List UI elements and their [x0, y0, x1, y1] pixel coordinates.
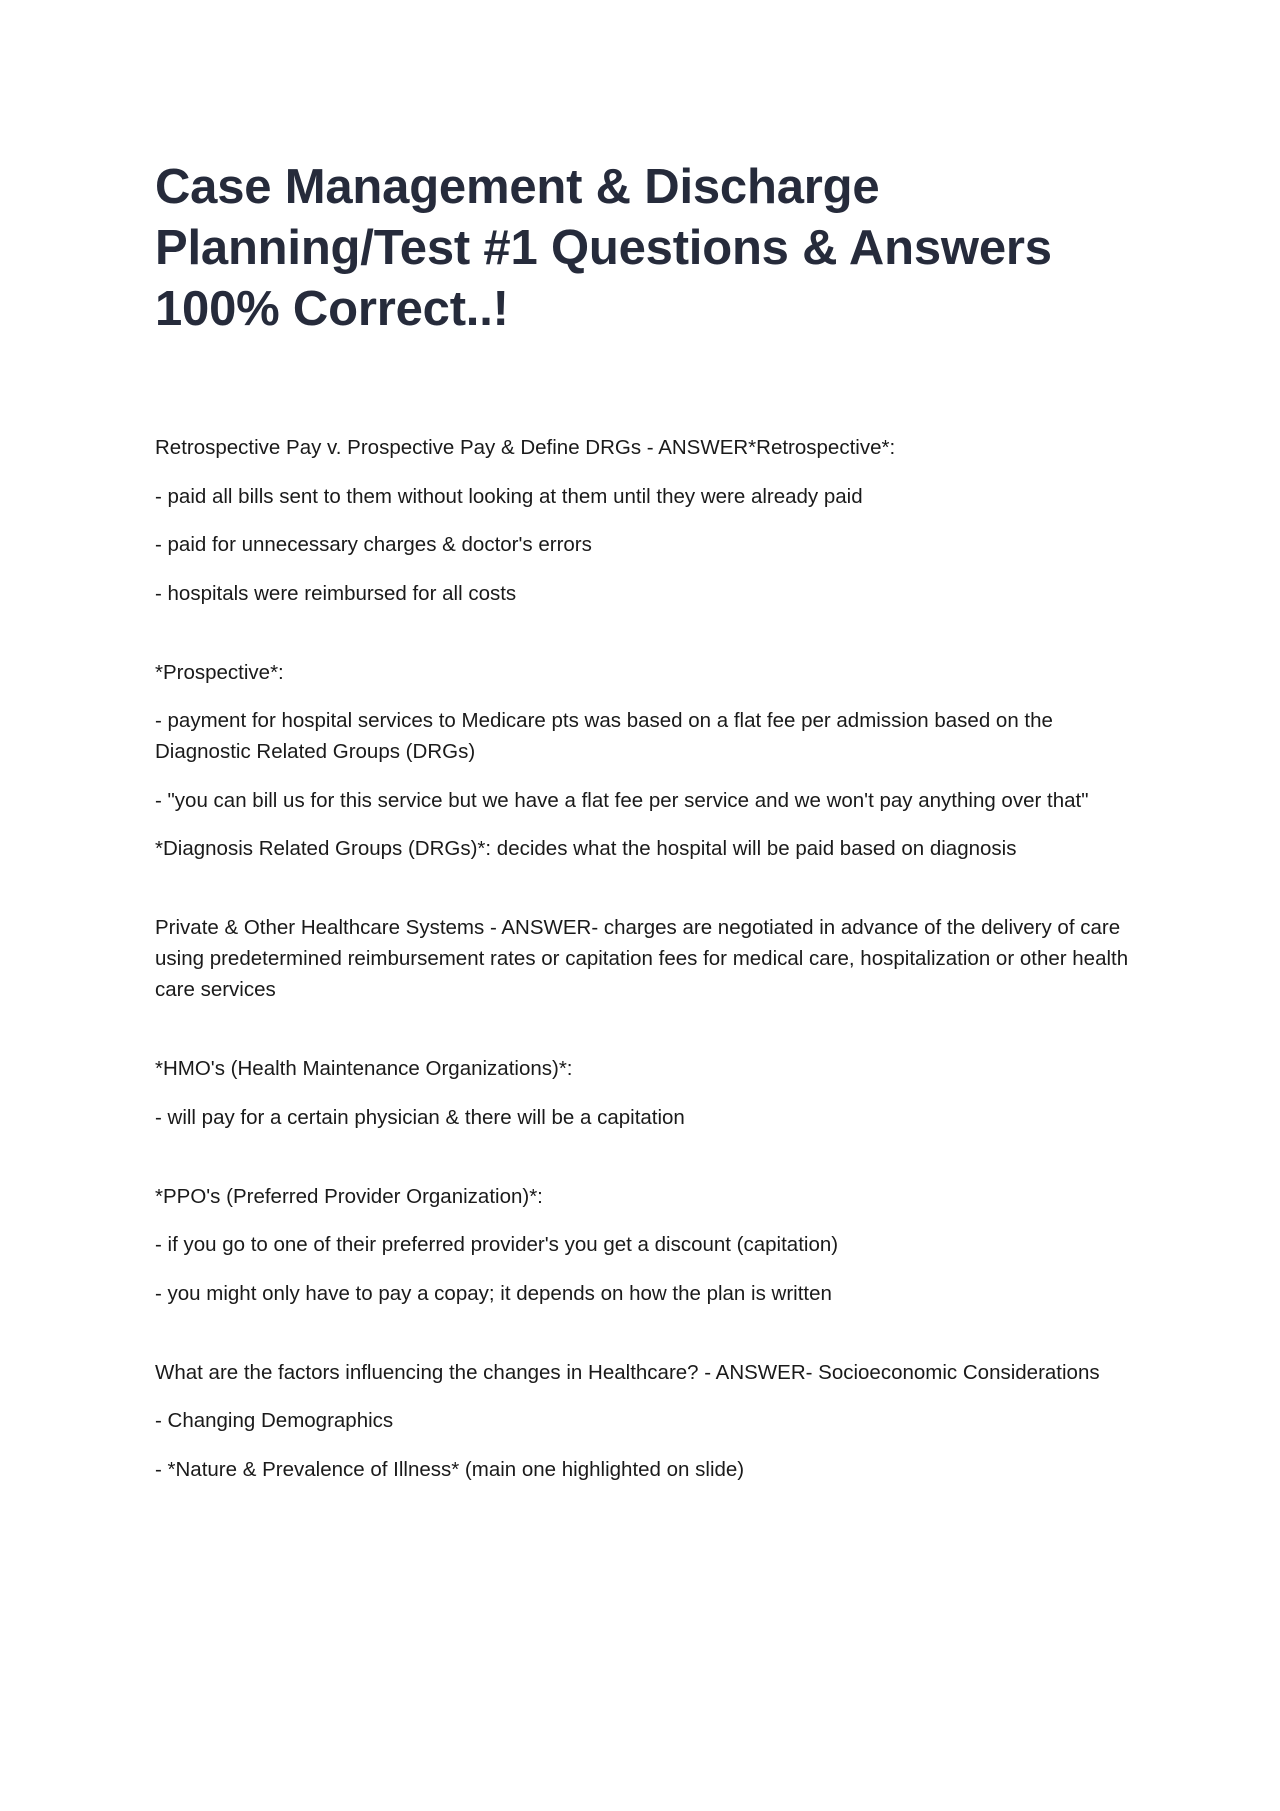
list-item: - you might only have to pay a copay; it depends on how the plan is written: [155, 1281, 832, 1305]
page-title: Case Management & Discharge Planning/Test #1 Questions & Answers 100% Correct..!: [155, 160, 1052, 336]
list-item: - payment for hospital services to Medicare pts was based on a flat fee per admission based on the Diagnostic Related Groups (DRGs): [155, 709, 1053, 763]
list-item: - Changing Demographics: [155, 1409, 394, 1432]
paragraph-factors-question: What are the factors influencing the changes in Healthcare? - ANSWER- Socioeconomic Considerations: [155, 1360, 1100, 1384]
list-item: - will pay for a certain physician & there will be a capitation: [155, 1105, 685, 1129]
list-item: - paid for unnecessary charges & doctor's errors: [155, 533, 592, 556]
paragraph-retrospective-question: Retrospective Pay v. Prospective Pay & Define DRGs - ANSWER*Retrospective*:: [155, 436, 896, 459]
list-item: - paid all bills sent to them without looking at them until they were already paid: [155, 484, 863, 508]
paragraph-ppo-heading: *PPO's (Preferred Provider Organization)*:: [155, 1184, 543, 1208]
document-body: [155, 432, 1135, 1502]
list-item: - *Nature & Prevalence of Illness* (main one highlighted on slide): [155, 1457, 745, 1481]
paragraph-hmo-heading: *HMO's (Health Maintenance Organizations)*:: [155, 1057, 573, 1080]
paragraph-drg-definition: *Diagnosis Related Groups (DRGs)*: decides what the hospital will be paid based on diagnosis: [155, 837, 1017, 860]
list-item: - "you can bill us for this service but we have a flat fee per service and we won't pay anything over that": [155, 788, 1089, 812]
list-item: - if you go to one of their preferred provider's you get a discount (capitation): [155, 1233, 839, 1256]
paragraph-prospective-heading: *Prospective*:: [155, 660, 284, 684]
paragraph-private-systems-question: Private & Other Healthcare Systems - ANSWER- charges are negotiated in advance of the delivery of care using predetermined reimbursement rates or capitation fees for medical care, hospitalization or other health care services: [155, 916, 1129, 1001]
list-item: - hospitals were reimbursed for all costs: [155, 581, 517, 605]
